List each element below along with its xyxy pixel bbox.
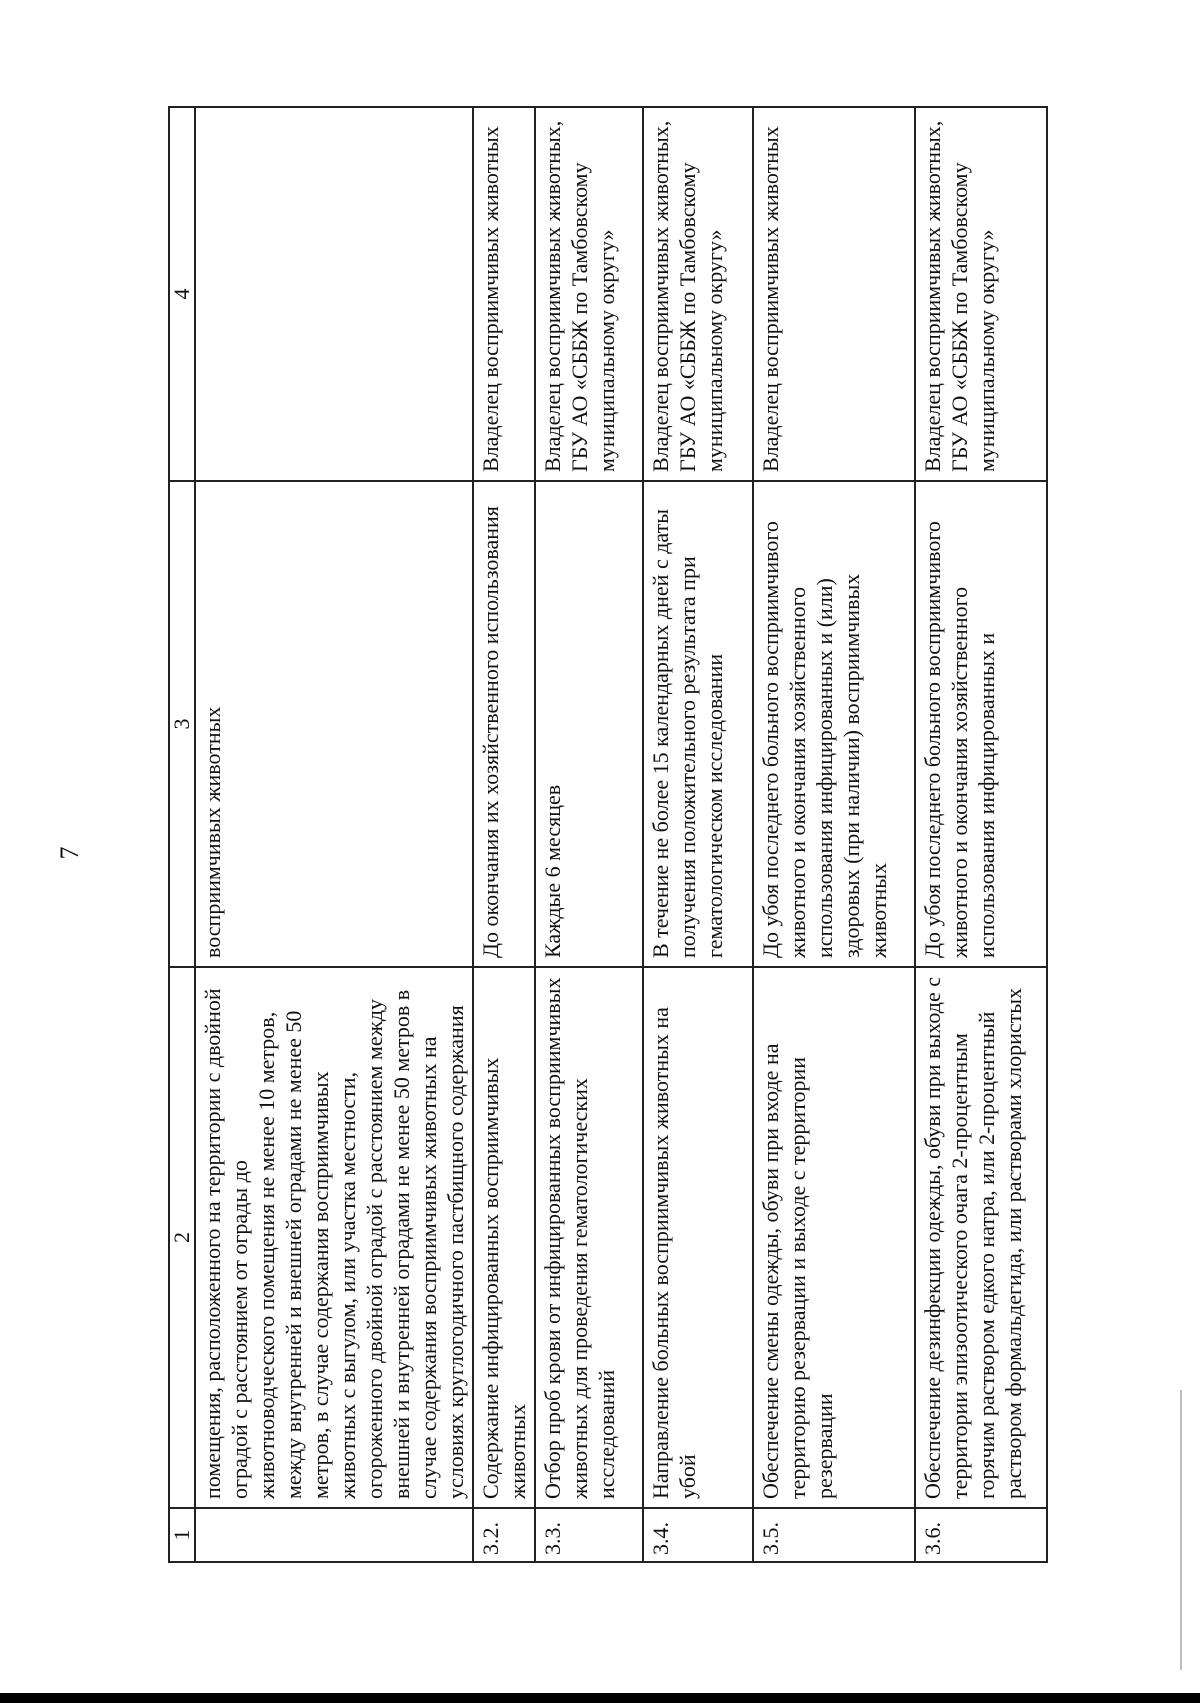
scan-artifact-line xyxy=(1180,1390,1182,1670)
row-responsible: Владелец восприимчивых животных, ГБУ АО «СББЖ по Тамбовскому муниципальному округу» xyxy=(535,107,643,481)
row-number: 3.6. xyxy=(915,1508,1047,1562)
row-measure: помещения, расположенного на территории с двойной оградой с расстоянием от ограды до животноводческого помещения не менее 10 метров, между внутренней и внешней оградами не менее 50 метров, в случае содержания восприимчивых животных с выгулом, или участка местности, огороженного двойной оградой с расстоянием между внешней и внутренней оградами не менее 50 метров в случае содержания восприимчивых животных на условиях круглогодичного пастбищного содержания xyxy=(195,967,473,1508)
table-row xyxy=(195,107,473,1562)
table-row xyxy=(753,107,915,1562)
header-col-2: 2 xyxy=(169,967,195,1508)
header-col-3: 3 xyxy=(169,481,195,967)
table-row xyxy=(473,107,535,1562)
row-responsible: Владелец восприимчивых животных xyxy=(753,107,915,481)
measures-table xyxy=(168,106,1048,1563)
row-term: восприимчивых животных xyxy=(195,481,473,967)
header-col-1: 1 xyxy=(169,1508,195,1562)
table-row xyxy=(643,107,753,1562)
row-responsible xyxy=(195,107,473,481)
page-number: 7 xyxy=(55,846,84,860)
row-term: До окончания их хозяйственного использования xyxy=(473,481,535,967)
header-col-4: 4 xyxy=(169,107,195,481)
row-responsible: Владелец восприимчивых животных, ГБУ АО «СББЖ по Тамбовскому муниципальному округу» xyxy=(915,107,1047,481)
row-term: Каждые 6 месяцев xyxy=(535,481,643,967)
row-measure: Обеспечение дезинфекции одежды, обуви при выходе с территории эпизоотического очага 2-процентным горячим раствором едкого натра, или 2-процентный раствором формальдегида, или растворами хлористых xyxy=(915,967,1047,1508)
row-number: 3.5. xyxy=(753,1508,915,1562)
table-row xyxy=(535,107,643,1562)
row-number: 3.2. xyxy=(473,1508,535,1562)
table-row xyxy=(915,107,1047,1562)
row-number: 3.4. xyxy=(643,1508,753,1562)
table-header-row xyxy=(169,107,195,1562)
row-term: В течение не более 15 календарных дней с даты получения положительного результата при гематологическом исследовании xyxy=(643,481,753,967)
scan-bottom-edge xyxy=(0,1693,1200,1703)
row-measure: Содержание инфицированных восприимчивых животных xyxy=(473,967,535,1508)
row-term: До убоя последнего больного восприимчивого животного и окончания хозяйственного использования инфицированных и (или) здоровых (при наличии) восприимчивых животных xyxy=(753,481,915,967)
row-measure: Отбор проб крови от инфицированных восприимчивых животных для проведения гематологических исследований xyxy=(535,967,643,1508)
row-term: До убоя последнего больного восприимчивого животного и окончания хозяйственного использования инфицированных и xyxy=(915,481,1047,967)
row-measure: Направление больных восприимчивых животных на убой xyxy=(643,967,753,1508)
row-responsible: Владелец восприимчивых животных, ГБУ АО «СББЖ по Тамбовскому муниципальному округу» xyxy=(643,107,753,481)
row-responsible: Владелец восприимчивых животных xyxy=(473,107,535,481)
row-measure: Обеспечение смены одежды, обуви при входе на территорию резервации и выходе с территории резервации xyxy=(753,967,915,1508)
row-number xyxy=(195,1508,473,1562)
measures-table-container xyxy=(168,108,1036,1563)
row-number: 3.3. xyxy=(535,1508,643,1562)
